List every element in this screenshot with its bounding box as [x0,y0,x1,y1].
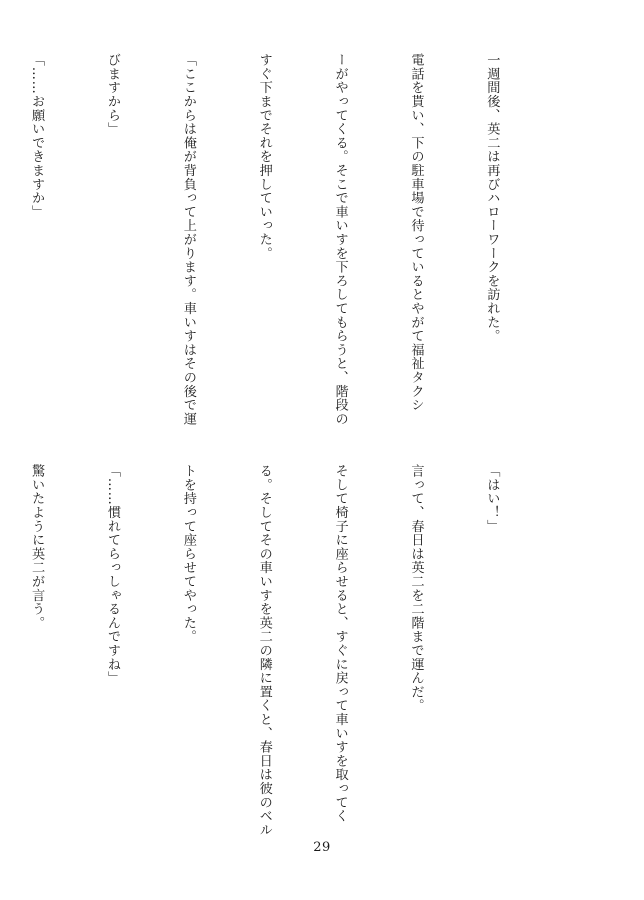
text-line: トを持って座らせてやった。 [180,464,196,644]
text-line: 一週間後、英二は再びハローワークを訪れた。 [484,53,500,343]
page-number: 29 [313,840,331,855]
text-line: 電話を貰い、下の駐車場で待っているとやがて福祉タクシ [408,53,424,412]
text-line: 驚いたように英二が言う。 [29,464,45,630]
text-line: そして椅子に座らせると、すぐに戻って車いすを取ってく [332,464,348,823]
text-line: 「……慣れてらっしゃるんですね」 [104,464,120,685]
text-line: 「ここからは俺が背負って上がります。車いすはその後で運 [180,53,196,426]
text-block-lower [0,464,555,844]
text-block-upper [0,53,555,433]
text-line: びますから」 [104,53,120,136]
text-line: 言って、春日は英二を二階まで運んだ。 [408,464,424,713]
text-line: ーがやってくる。そこで車いすを下ろしてもらうと、階段の [332,53,348,426]
text-line: る。そしてその車いすを英二の隣に置くと、春日は彼のベル [256,464,272,837]
text-line: 「はい！」 [484,464,500,533]
text-line: すぐ下までそれを押していった。 [256,53,272,260]
text-line: 「……お願いできますか」 [29,53,45,219]
